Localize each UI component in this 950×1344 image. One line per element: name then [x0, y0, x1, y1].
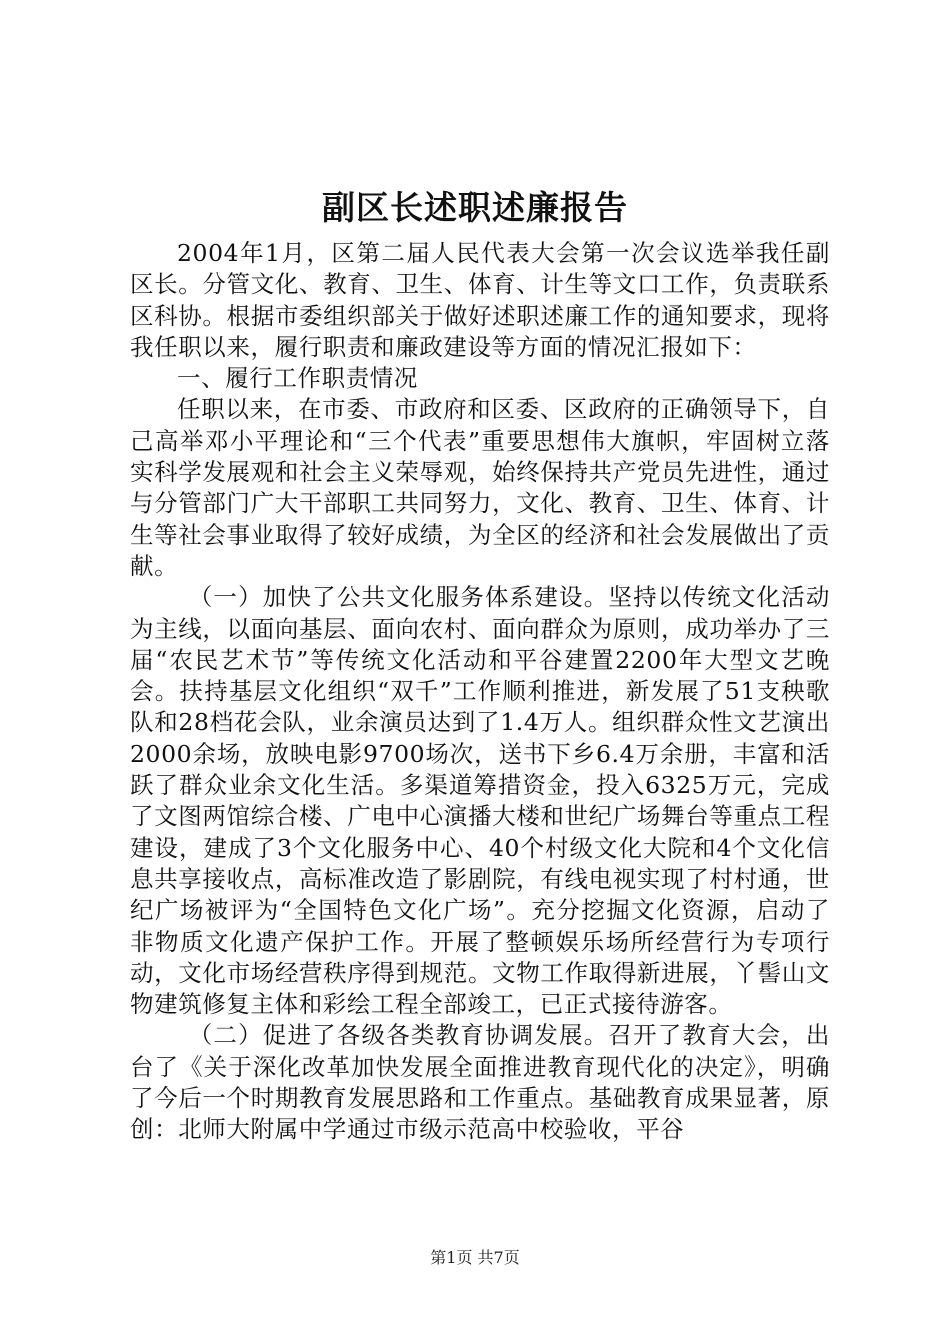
- education-paragraph: （二）促进了各级各类教育协调发展。召开了教育大会，出台了《关于深化改革加快发展全面推进教育现代化的决定》，明确了今后一个时期教育发展思路和工作重点。基础教育成果显著，原创：北师大附属中学通过市级示范高中校验收，平谷: [130, 1021, 830, 1144]
- section-heading: 一、履行工作职责情况: [177, 364, 418, 393]
- document-title: 副区长述职述廉报告: [322, 188, 628, 227]
- page-number-footer: 第1页 共7页: [430, 1248, 520, 1267]
- intro-paragraph: 2004年1月，区第二届人民代表大会第一次会议选举我任副区长。分管文化、教育、卫生、体育、计生等文口工作，负责联系区科协。根据市委组织部关于做好述职述廉工作的通知要求，现将我任职以来，履行职责和廉政建设等方面的情况汇报如下：: [130, 239, 830, 361]
- overview-paragraph: 任职以来，在市委、市政府和区委、区政府的正确领导下，自己高举邓小平理论和“三个代表”重要思想伟大旗帜，牢固树立落实科学发展观和社会主义荣辱观，始终保持共产党员先进性，通过与分管部门广大干部职工共同努力，文化、教育、卫生、体育、计生等社会事业取得了较好成绩，为全区的经济和社会发展做出了贡献。: [130, 395, 830, 580]
- culture-paragraph: （一）加快了公共文化服务体系建设。坚持以传统文化活动为主线，以面向基层、面向农村、面向群众为原则，成功举办了三届“农民艺术节”等传统文化活动和平谷建置2200年大型文艺晚会。扶持基层文化组织“双千”工作顺利推进，新发展了51支秧歌队和28档花会队，业余演员达到了1.4万人。组织群众性文艺演出2000余场，放映电影9700场次，送书下乡6.4万余册，丰富和活跃了群众业余文化生活。多渠道筹措资金，投入6325万元，完成了文图两馆综合楼、广电中心演播大楼和世纪广场舞台等重点工程建设，建成了3个文化服务中心、40个村级文化大院和4个文化信息共享接收点，高标准改造了影剧院，有线电视实现了村村通，世纪广场被评为“全国特色文化广场”。充分挖掘文化资源，启动了非物质文化遗产保护工作。开展了整顿娱乐场所经营行为专项行动，文化市场经营秩序得到规范。文物工作取得新进展，丫髻山文物建筑修复主体和彩绘工程全部竣工，已正式接待游客。: [130, 583, 830, 1019]
- document-body: [130, 238, 830, 1146]
